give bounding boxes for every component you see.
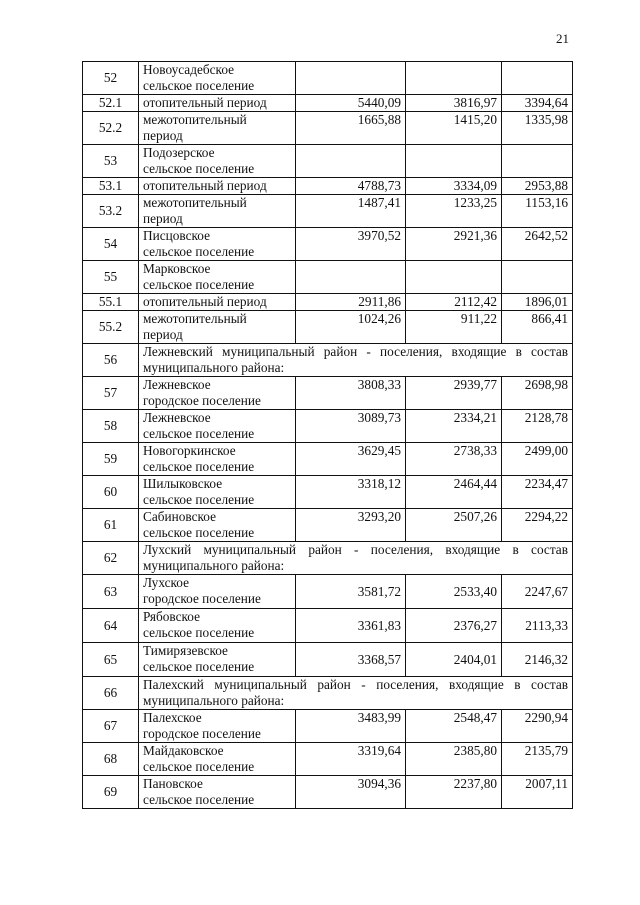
table-row [83,476,573,509]
settlement-name-line: межотопительный [143,112,247,127]
settlement-name [139,609,296,643]
row-number: 55.2 [83,311,139,344]
row-number: 63 [83,575,139,609]
settlement-name [139,476,296,509]
value-col-2: 2548,47 [406,710,502,743]
value-col-2: 2921,36 [406,228,502,261]
row-number: 55 [83,261,139,294]
row-number: 58 [83,410,139,443]
settlement-name-line: Марковское [143,261,211,276]
value-col-1: 3318,12 [296,476,406,509]
table-row [83,178,573,195]
value-col-2: 2334,21 [406,410,502,443]
value-col-3: 1335,98 [502,112,573,145]
table-row [83,743,573,776]
row-number: 53 [83,145,139,178]
settlement-name-line: сельское поселение [143,426,255,441]
table-row [83,344,573,377]
value-col-3 [502,62,573,95]
settlement-name-line: городское поселение [143,726,261,741]
row-number: 52.1 [83,95,139,112]
settlement-name-line: период [143,211,183,226]
settlement-name-line: Палехское [143,710,202,725]
value-col-2: 3334,09 [406,178,502,195]
settlement-name-line: сельское поселение [143,459,255,474]
value-col-2: 2237,80 [406,776,502,809]
table-row [83,261,573,294]
value-col-3: 2113,33 [502,609,573,643]
value-col-1: 1024,26 [296,311,406,344]
value-col-1 [296,261,406,294]
settlement-name-line: сельское поселение [143,244,255,259]
settlement-name [139,743,296,776]
value-col-2: 1415,20 [406,112,502,145]
value-col-3: 1896,01 [502,294,573,311]
settlement-name-line: отопительный период [143,294,267,309]
settlement-name [139,643,296,677]
table-row [83,195,573,228]
settlement-name-line: Тимирязевское [143,643,228,658]
tariff-table [82,61,573,809]
value-col-3: 2698,98 [502,377,573,410]
row-number: 60 [83,476,139,509]
settlement-name [139,410,296,443]
row-number: 65 [83,643,139,677]
row-number: 53.1 [83,178,139,195]
value-col-2: 2533,40 [406,575,502,609]
row-number: 54 [83,228,139,261]
row-number: 69 [83,776,139,809]
value-col-1: 3581,72 [296,575,406,609]
value-col-1: 3368,57 [296,643,406,677]
settlement-name-line: городское поселение [143,591,261,606]
settlement-name [139,509,296,542]
row-number: 52 [83,62,139,95]
settlement-name [139,145,296,178]
settlement-name-line: отопительный период [143,95,267,110]
settlement-name-line: сельское поселение [143,277,255,292]
settlement-name [139,95,296,112]
value-col-1: 3361,83 [296,609,406,643]
value-col-1: 3808,33 [296,377,406,410]
row-number: 52.2 [83,112,139,145]
value-col-1: 1487,41 [296,195,406,228]
value-col-3: 2247,67 [502,575,573,609]
value-col-3: 2128,78 [502,410,573,443]
table-row [83,311,573,344]
table-row [83,677,573,710]
row-number: 61 [83,509,139,542]
table-row [83,95,573,112]
settlement-name-line: Лежневское [143,377,211,392]
value-col-3: 2290,94 [502,710,573,743]
table-row [83,112,573,145]
value-col-3: 3394,64 [502,95,573,112]
row-number: 66 [83,677,139,710]
settlement-name-line: Лежневское [143,410,211,425]
value-col-1: 3319,64 [296,743,406,776]
value-col-1: 2911,86 [296,294,406,311]
table-body [83,62,573,809]
settlement-name-line: Писцовское [143,228,210,243]
value-col-1: 5440,09 [296,95,406,112]
value-col-3: 866,41 [502,311,573,344]
settlement-name [139,228,296,261]
value-col-2: 2112,42 [406,294,502,311]
row-number: 64 [83,609,139,643]
row-number: 57 [83,377,139,410]
value-col-2: 2376,27 [406,609,502,643]
settlement-name-line: сельское поселение [143,625,255,640]
value-col-2: 2464,44 [406,476,502,509]
district-heading: Лухский муниципальный район - поселения, входящие в состав муниципального района: [139,542,573,575]
row-number: 67 [83,710,139,743]
settlement-name-line: сельское поселение [143,492,255,507]
value-col-1: 3629,45 [296,443,406,476]
settlement-name-line: сельское поселение [143,78,255,93]
value-col-1 [296,145,406,178]
value-col-2: 2507,26 [406,509,502,542]
settlement-name-line: Новоусадебское [143,62,235,77]
table-row [83,145,573,178]
settlement-name-line: межотопительный [143,195,247,210]
settlement-name [139,62,296,95]
table-row [83,410,573,443]
value-col-1: 1665,88 [296,112,406,145]
settlement-name [139,311,296,344]
value-col-2: 2738,33 [406,443,502,476]
settlement-name-line: Шилыковское [143,476,223,491]
value-col-3: 2642,52 [502,228,573,261]
table-row [83,643,573,677]
value-col-1: 4788,73 [296,178,406,195]
value-col-3: 2007,11 [502,776,573,809]
settlement-name [139,195,296,228]
value-col-1: 3483,99 [296,710,406,743]
settlement-name-line: Новогоркинское [143,443,236,458]
value-col-1 [296,62,406,95]
settlement-name-line: сельское поселение [143,161,255,176]
table-row [83,710,573,743]
page-number: 21 [556,31,569,46]
settlement-name [139,294,296,311]
value-col-3 [502,145,573,178]
value-col-3: 2146,32 [502,643,573,677]
value-col-2: 1233,25 [406,195,502,228]
value-col-1: 3293,20 [296,509,406,542]
value-col-1: 3094,36 [296,776,406,809]
table-row [83,228,573,261]
value-col-3: 2499,00 [502,443,573,476]
settlement-name-line: межотопительный [143,311,247,326]
value-col-2 [406,145,502,178]
settlement-name-line: период [143,327,183,342]
settlement-name [139,377,296,410]
settlement-name-line: городское поселение [143,393,261,408]
table-row [83,575,573,609]
value-col-3: 2953,88 [502,178,573,195]
value-col-1: 3970,52 [296,228,406,261]
table-row [83,542,573,575]
value-col-2: 2404,01 [406,643,502,677]
settlement-name-line: Подозерское [143,145,215,160]
value-col-3: 2294,22 [502,509,573,542]
row-number: 53.2 [83,195,139,228]
settlement-name [139,261,296,294]
row-number: 68 [83,743,139,776]
value-col-2: 911,22 [406,311,502,344]
value-col-3 [502,261,573,294]
value-col-2 [406,261,502,294]
table-row [83,294,573,311]
settlement-name [139,178,296,195]
settlement-name-line: Лухское [143,575,189,590]
settlement-name-line: Рябовское [143,609,201,624]
value-col-3: 2135,79 [502,743,573,776]
settlement-name [139,776,296,809]
value-col-2 [406,62,502,95]
table-row [83,377,573,410]
value-col-2: 2939,77 [406,377,502,410]
table-row [83,62,573,95]
settlement-name-line: Сабиновское [143,509,217,524]
row-number: 56 [83,344,139,377]
value-col-1: 3089,73 [296,410,406,443]
row-number: 62 [83,542,139,575]
settlement-name-line: период [143,128,183,143]
settlement-name-line: сельское поселение [143,792,255,807]
settlement-name-line: сельское поселение [143,659,255,674]
district-heading: Палехский муниципальный район - поселения, входящие в состав муниципального района: [139,677,573,710]
settlement-name-line: Майдаковское [143,743,224,758]
settlement-name-line: отопительный период [143,178,267,193]
value-col-3: 2234,47 [502,476,573,509]
settlement-name [139,710,296,743]
settlement-name-line: сельское поселение [143,525,255,540]
settlement-name [139,112,296,145]
row-number: 59 [83,443,139,476]
value-col-2: 3816,97 [406,95,502,112]
settlement-name [139,443,296,476]
district-heading: Лежневский муниципальный район - поселения, входящие в состав муниципального района: [139,344,573,377]
settlement-name-line: Пановское [143,776,203,791]
table-row [83,776,573,809]
table-row [83,609,573,643]
table-row [83,443,573,476]
table-row [83,509,573,542]
value-col-2: 2385,80 [406,743,502,776]
settlement-name-line: сельское поселение [143,759,255,774]
value-col-3: 1153,16 [502,195,573,228]
row-number: 55.1 [83,294,139,311]
settlement-name [139,575,296,609]
